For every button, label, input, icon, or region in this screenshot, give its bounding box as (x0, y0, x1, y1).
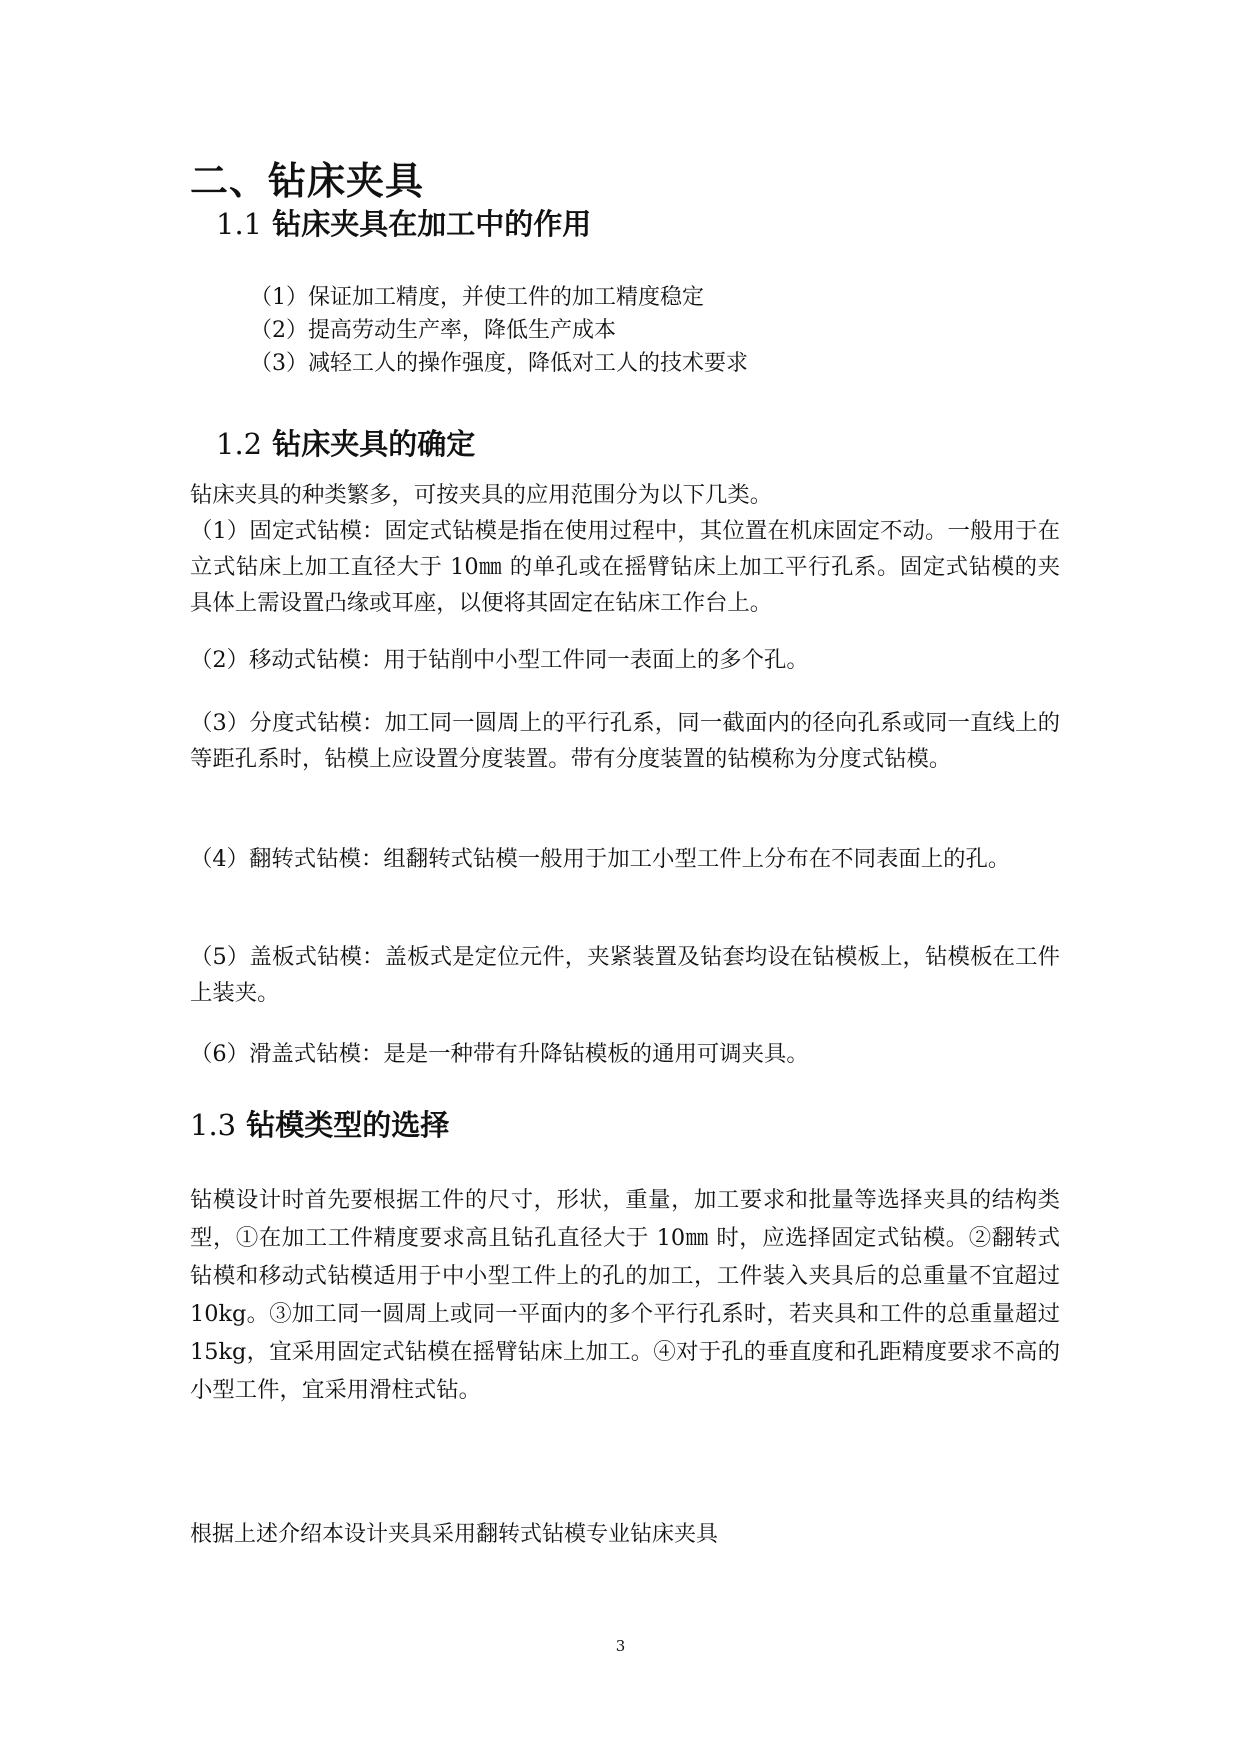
type-2-number: （2） (190, 647, 250, 673)
type-1-text: ：固定式钻模是指在使用过程中，其位置在机床固定不动。一般用于在立式钻床上加工直径大于 10㎜ 的单孔或在摇臂钻床上加工平行孔系。固定式钻模的夹具体上需设置凸缘或耳座，以便将其固定在钻床工作台上。 (190, 518, 1061, 616)
type-1-paragraph (190, 513, 1060, 621)
type-3-paragraph (190, 705, 1060, 777)
chapter-title: 二、钻床夹具 (190, 159, 425, 203)
type-4-number: （4） (190, 846, 250, 872)
section-1-1-item-2: （2）提高劳动生产率，降低生产成本 (250, 318, 616, 343)
section-1-3-title: 钻模类型的选择 (246, 1108, 450, 1142)
section-1-1-heading (216, 204, 591, 244)
section-1-1-item-1: （1）保证加工精度，并使工件的加工精度稳定 (250, 285, 704, 310)
type-6-term: 滑盖式钻模 (249, 1041, 361, 1067)
type-5-number: （5） (190, 944, 250, 970)
closing-statement: 根据上述介绍本设计夹具采用翻转式钻模专业钻床夹具 (190, 1522, 719, 1547)
type-5-term: 盖板式钻模 (249, 944, 363, 970)
type-3-text: ：加工同一圆周上的平行孔系，同一截面内的径向孔系或同一直线上的等距孔系时，钻模上应设置分度装置。带有分度装置的钻模称为分度式钻模。 (190, 710, 1061, 772)
section-1-1-title: 钻床夹具在加工中的作用 (272, 207, 592, 241)
type-6-number: （6） (190, 1041, 250, 1067)
section-1-2-title: 钻床夹具的确定 (272, 427, 476, 461)
type-4-term: 翻转式钻模 (249, 846, 361, 872)
page-number: 3 (615, 1637, 626, 1655)
type-4-text: ：组翻转式钻模一般用于加工小型工件上分布在不同表面上的孔。 (360, 846, 1011, 872)
type-2-term: 移动式钻模 (249, 647, 361, 673)
type-5-text: ：盖板式是定位元件，夹紧装置及钻套均设在钻模板上，钻模板在工件上装夹。 (190, 944, 1061, 1006)
section-1-2-intro: 钻床夹具的种类繁多，可按夹具的应用范围分为以下几类。 (190, 482, 773, 508)
section-1-1-item-3: （3）减轻工人的操作强度，降低对工人的技术要求 (250, 351, 748, 376)
section-1-2-number: 1.2 (216, 427, 263, 461)
type-5-paragraph (190, 939, 1060, 1011)
section-1-3-heading (190, 1105, 449, 1145)
type-2-paragraph (190, 642, 1060, 678)
type-2-text: ：用于钻削中小型工件同一表面上的多个孔。 (360, 647, 809, 673)
type-6-paragraph (190, 1036, 1060, 1072)
type-4-paragraph (190, 841, 1060, 877)
type-3-term: 分度式钻模 (249, 710, 363, 736)
type-1-number: （1） (190, 518, 250, 544)
section-1-2-heading (216, 424, 475, 464)
section-1-3-body: 钻模设计时首先要根据工件的尺寸，形状，重量，加工要求和批量等选择夹具的结构类型，①在加工工件精度要求高且钻孔直径大于 10㎜ 时，应选择固定式钻模。②翻转式钻模和移动式钻模适用于中小型工件上的孔的加工，工件装入夹具后的总重量不宜超过 10kg。③加工同一圆周上或同一平面内的多个平行孔系时，若夹具和工件的总重量超过 15kg，宜采用固定式钻模在摇臂钻床上加工。④对于孔的垂直度和孔距精度要求不高的小型工件，宜采用滑柱式钻。 (190, 1187, 1060, 1403)
type-6-text: ：是是一种带有升降钻模板的通用可调夹具。 (360, 1041, 809, 1067)
section-1-3-number: 1.3 (190, 1108, 237, 1142)
section-1-1-number: 1.1 (216, 207, 263, 241)
type-3-number: （3） (190, 710, 250, 736)
type-1-term: 固定式钻模 (249, 518, 363, 544)
